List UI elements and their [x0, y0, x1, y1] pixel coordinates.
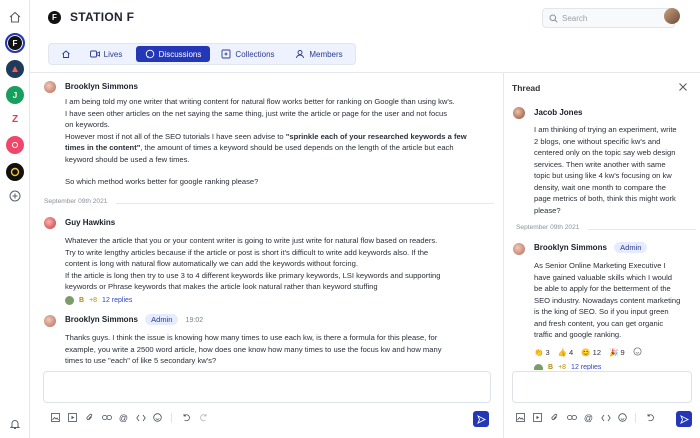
members-icon [295, 49, 305, 59]
message-line: I have seen other articles on the net saying the same thing, just write the article or page for the user and not focus [65, 108, 448, 118]
reply-avatar-initial: B [548, 364, 554, 370]
bold-text: "sprinkle each of your researched keywords a few [285, 131, 467, 141]
search-input[interactable] [562, 12, 670, 24]
message-line: page metrics of both, think this might work [534, 194, 676, 203]
message-line: example, you write a 2500 word article, how does one know how many times to use the focus kw and how many [65, 344, 442, 354]
tab-discussions-label: Discussions [158, 49, 202, 59]
workspace-4[interactable]: Z [6, 110, 24, 128]
replies-link[interactable]: 12 replies [102, 297, 133, 304]
mention-icon[interactable]: @ [118, 412, 129, 423]
message-line: Try to write lengthy articles because if the article or post is short it's difficult to write add keywords also. If the [65, 247, 429, 257]
code-icon[interactable] [133, 410, 148, 425]
avatar [44, 217, 56, 229]
send-icon [477, 415, 486, 424]
collection-icon [221, 49, 231, 59]
attach-icon[interactable] [547, 410, 562, 425]
redo-icon[interactable] [196, 410, 211, 425]
reply-avatar-more: +8 [558, 364, 567, 370]
workspace-station-f[interactable]: F [5, 33, 25, 53]
smile-icon: 😊 [581, 348, 591, 357]
tab-lives[interactable] [83, 46, 129, 62]
search-icon [549, 14, 558, 23]
reaction-count: 12 [592, 348, 601, 357]
message-line: I am thinking of trying an experiment, write [534, 125, 677, 134]
message-line: So which method works better for google ranking please? [65, 177, 259, 186]
message-line: have gained valuable skills which I would [534, 272, 673, 282]
link-icon[interactable] [99, 410, 114, 425]
reply-avatar-more: +8 [89, 297, 98, 304]
user-avatar[interactable] [664, 8, 680, 24]
message-author[interactable]: Brooklyn Simmons [65, 82, 138, 91]
message-line: keywords or Phrase keywords that makes the article look natural rather than keyword stuffing [65, 282, 378, 291]
message-header [65, 314, 203, 325]
message-line: is the king of SEO. So if you input green [534, 307, 669, 316]
message-line: centered only on the topic say web design [534, 148, 676, 157]
message-line: If the article is long then try to use 3 to 4 different keywords like primary keywords, LSI keywords and supporting [65, 270, 441, 280]
date-divider [516, 224, 696, 234]
avatar [534, 364, 543, 370]
bold-text: times in the content" [65, 143, 141, 152]
message-line: services. Then write another with same [534, 159, 666, 169]
thread-composer-toolbar [513, 410, 658, 425]
tab-lives-label: Lives [103, 49, 123, 59]
toolbar-divider [635, 413, 641, 423]
search-box[interactable] [542, 8, 675, 28]
message-line: topic but using like 4 kw's focusing on kw [534, 171, 672, 180]
tab-members[interactable] [287, 46, 351, 62]
chat-icon [145, 49, 155, 59]
send-button[interactable] [676, 411, 692, 427]
workspace-3[interactable]: J [6, 86, 24, 104]
video-icon[interactable] [530, 410, 545, 425]
admin-badge: Admin [145, 314, 178, 325]
reaction-count: 9 [620, 348, 625, 357]
add-workspace-icon[interactable] [9, 190, 21, 202]
discussion-panel [30, 72, 503, 438]
message-author[interactable]: Guy Hawkins [65, 218, 116, 227]
tab-discussions[interactable] [136, 46, 210, 62]
emoji-icon[interactable] [150, 410, 165, 425]
date-divider-label: September 09th 2021 [44, 198, 108, 205]
message-line: be able to apply for the betterment of the [534, 284, 671, 293]
message-composer[interactable] [43, 371, 491, 403]
home-icon[interactable] [8, 10, 22, 24]
message-line: keyword should be used a few times. [65, 154, 190, 164]
undo-icon[interactable] [179, 410, 194, 425]
avatar [44, 81, 56, 93]
workspace-2[interactable] [6, 60, 24, 78]
message-line: content is long with natural flow automatically we can add the keywords without forcing. [65, 259, 358, 268]
admin-badge: Admin [614, 242, 647, 253]
reaction-count: 4 [569, 348, 574, 357]
message-line: density, wait one month to compare the [534, 182, 666, 192]
reaction[interactable] [558, 348, 574, 357]
undo-icon[interactable] [643, 410, 658, 425]
image-icon[interactable] [48, 410, 63, 425]
message-line: traffic and google ranking. [534, 330, 622, 339]
thumbs-up-icon: 👍 [557, 348, 567, 357]
replies-link[interactable]: 12 replies [571, 364, 602, 370]
reply-summary[interactable] [534, 364, 601, 370]
text-run: However most if not all of the SEO tutorials I have seen advise to [65, 131, 286, 141]
message-line: please? [534, 205, 561, 215]
tab-collections[interactable] [215, 46, 281, 62]
thread-title: Thread [512, 83, 541, 93]
toolbar-divider [171, 413, 177, 423]
message-line: 2 blogs, one without specific kw's and [534, 136, 661, 146]
message-time: 19:02 [185, 317, 204, 324]
send-button[interactable] [473, 411, 489, 427]
channel-tabs [48, 43, 356, 65]
reaction-bar [534, 347, 642, 358]
reply-summary[interactable] [65, 296, 132, 305]
tab-collections-label: Collections [235, 49, 275, 59]
date-divider-label: September 09th 2021 [516, 224, 580, 231]
brand-name: STATION F [70, 10, 135, 24]
message-line: times to use "each" of like 5 secondary kw's? [65, 356, 217, 365]
mention-icon[interactable]: @ [583, 412, 594, 423]
link-icon[interactable] [564, 410, 579, 425]
reaction[interactable] [534, 348, 550, 357]
message-line: Thanks guys. I think the issue is knowing how many times to use each kw, is there a formula for this please, for [65, 333, 438, 342]
composer-toolbar [48, 410, 211, 425]
message-header [534, 242, 647, 253]
add-reaction-icon[interactable] [633, 347, 642, 358]
message-line: Whatever the article that you or your content writer is going to write just write for natural flow based on readers. [65, 236, 438, 245]
message-body [65, 235, 505, 293]
top-bar [30, 0, 700, 38]
avatar [513, 107, 525, 119]
attach-icon[interactable] [82, 410, 97, 425]
text-run: , the amount of times a keyword should be used depends on the length of the article but each [140, 143, 454, 152]
video-icon[interactable] [65, 410, 80, 425]
message-line: I am being told my one writer that writing content for natural flow works better for ranking on Google than using kw's. [65, 97, 455, 106]
message-author[interactable]: Brooklyn Simmons [534, 243, 607, 252]
app-rail [0, 0, 30, 438]
message-body [65, 96, 505, 188]
image-icon[interactable] [513, 410, 528, 425]
close-icon[interactable] [678, 82, 688, 92]
message-author[interactable]: Jacob Jones [534, 108, 583, 117]
avatar [65, 296, 74, 305]
message-line: and fresh content, you can get organic [534, 318, 664, 328]
message-body [65, 332, 505, 367]
brand-logo: F [48, 11, 61, 24]
message-line: As Senior Online Marketing Executive I [534, 261, 666, 270]
tab-home[interactable] [52, 46, 80, 62]
date-divider [44, 198, 494, 208]
emoji-icon[interactable] [615, 410, 630, 425]
reaction[interactable] [581, 348, 601, 357]
workspace-5[interactable] [6, 136, 24, 154]
avatar [513, 243, 525, 255]
message-body [534, 124, 696, 216]
workspace-6[interactable] [6, 163, 24, 181]
send-icon [680, 415, 689, 424]
video-icon [90, 50, 100, 58]
reaction[interactable] [609, 348, 625, 357]
avatar [44, 315, 56, 327]
party-icon: 🎉 [609, 348, 619, 357]
tab-members-label: Members [309, 49, 343, 59]
home-icon [61, 49, 71, 59]
thread-composer[interactable] [512, 371, 692, 403]
bell-icon[interactable] [9, 418, 21, 430]
message-body [534, 260, 696, 341]
thread-panel [503, 72, 700, 438]
reaction-count: 3 [545, 348, 550, 357]
reply-avatar-initial: B [79, 297, 85, 304]
message-author[interactable]: Brooklyn Simmons [65, 315, 138, 324]
message-line [65, 142, 505, 154]
message-line [65, 131, 505, 143]
message-line: on keywords. [65, 120, 110, 129]
clap-icon: 👏 [534, 348, 544, 357]
code-icon[interactable] [598, 410, 613, 425]
message-line: SEO industry. Nowadays content marketing [534, 295, 681, 305]
